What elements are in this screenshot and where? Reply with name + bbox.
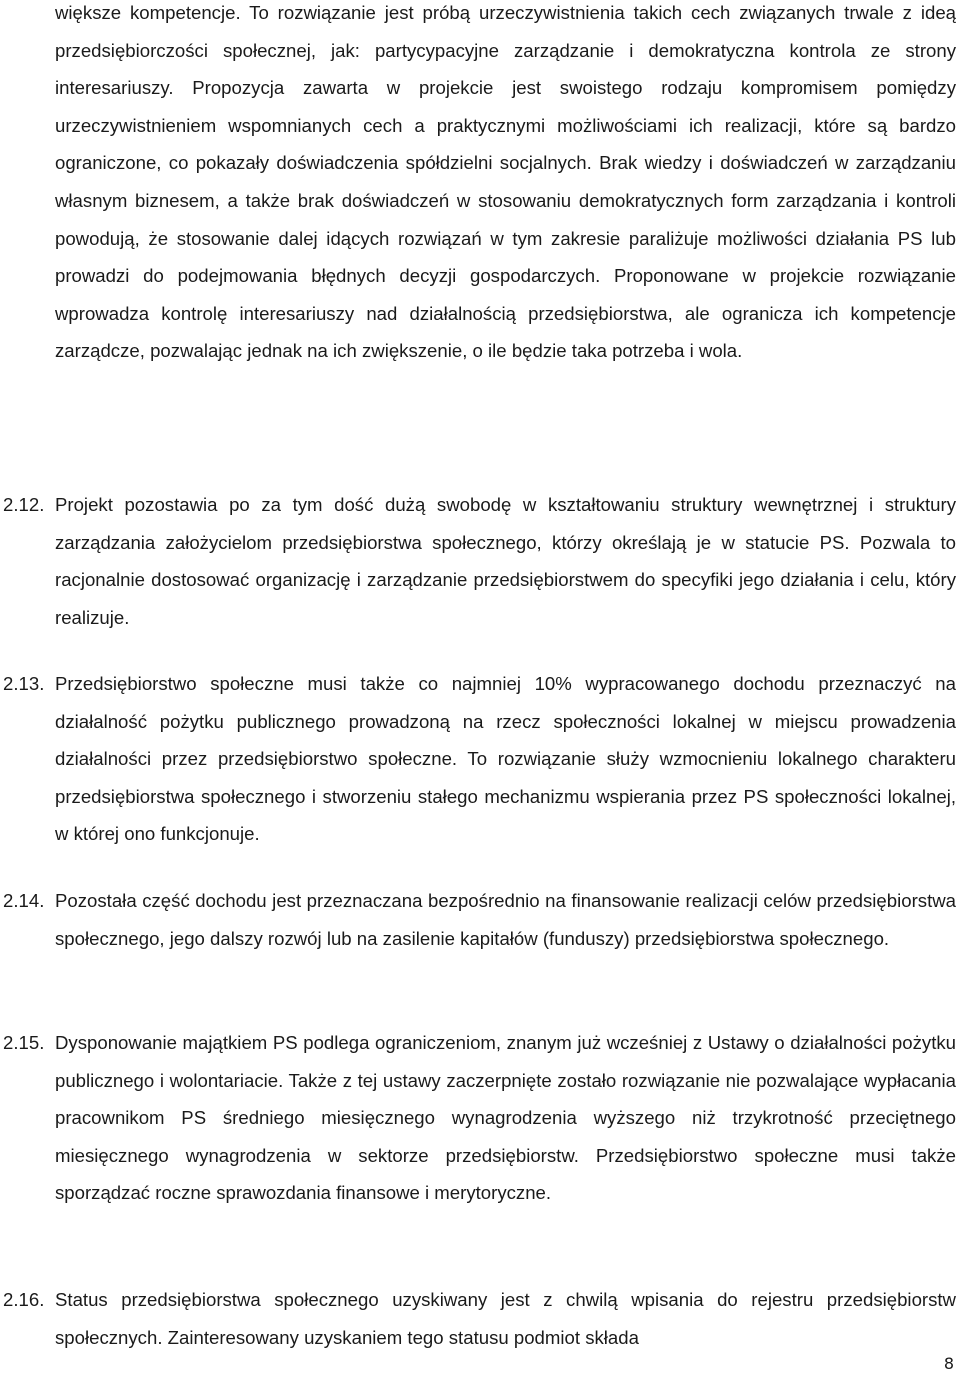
section-text: Dysponowanie majątkiem PS podlega ograniczeniom, znanym już wcześniej z Ustawy o działalności pożytku publicznego i wolontariacie. Także z tej ustawy zaczerpnięte zostało rozwiązanie nie pozwalające wypłacania pracownikom PS średniego miesięcznego wynagrodzenia wyższego niż trzykrotność przeciętnego miesięcznego wynagrodzenia w sektorze przedsiębiorstw. Przedsiębiorstwo społeczne musi także sporządzać roczne sprawozdania finansowe i merytoryczne. <box>55 1032 956 1204</box>
section-text: Przedsiębiorstwo społeczne musi także co najmniej 10% wypracowanego dochodu przeznaczyć na działalność pożytku publicznego prowadzoną na rzecz społeczności lokalnej w miejscu prowadzenia działalności przez przedsiębiorstwo społeczne. To rozwiązanie służy wzmocnieniu lokalnego charakteru przedsiębiorstwa społecznego i stworzeniu stałego mechanizmu wspierania przez PS społeczności lokalnej, w której ono funkcjonuje. <box>55 673 956 845</box>
section-text: Status przedsiębiorstwa społecznego uzyskiwany jest z chwilą wpisania do rejestru przedsiębiorstw społecznych. Zainteresowany uzyskaniem tego statusu podmiot składa <box>55 1289 956 1348</box>
section-2-12 <box>0 486 956 636</box>
section-2-16 <box>0 1281 956 1356</box>
section-number: 2.14. <box>3 890 45 911</box>
page-number: 8 <box>943 1354 954 1373</box>
section-text: Pozostała część dochodu jest przeznaczana bezpośrednio na finansowanie realizacji celów przedsiębiorstwa społecznego, jego dalszy rozwój lub na zasilenie kapitałów (funduszy) przedsiębiorstwa społecznego. <box>55 890 956 949</box>
section-number: 2.12. <box>3 494 45 515</box>
section-number: 2.16. <box>3 1289 45 1310</box>
section-2-13 <box>0 665 956 853</box>
section-text: Projekt pozostawia po za tym dość dużą swobodę w kształtowaniu struktury wewnętrznej i struktury zarządzania założycielom przedsiębiorstwa społecznego, którzy określają je w statucie PS. Pozwala to racjonalnie dostosować organizację i zarządzanie przedsiębiorstwem do specyfiki jego działania i celu, który realizuje. <box>55 494 956 628</box>
intro-paragraph: większe kompetencje. To rozwiązanie jest próbą urzeczywistnienia takich cech związanych trwale z ideą przedsiębiorczości społecznej, jak: partycypacyjne zarządzanie i demokratyczna kontrola ze strony interesariuszy. Propozycja zawarta w projekcie jest swoistego rodzaju kompromisem pomiędzy urzeczywistnieniem wspomnianych cech a praktycznymi możliwościami ich realizacji, które są bardzo ograniczone, co pokazały doświadczenia spółdzielni socjalnych. Brak wiedzy i doświadczeń w zarządzaniu własnym biznesem, a także brak doświadczeń w stosowaniu demokratycznych form zarządzania i kontroli powodują, że stosowanie dalej idących rozwiązań w tym zakresie paraliżuje możliwości działania PS lub prowadzi do podejmowania błędnych decyzji gospodarczych. Proponowane w projekcie rozwiązanie wprowadza kontrolę interesariuszy nad działalnością przedsiębiorstwa, ale ogranicza ich kompetencje zarządcze, pozwalając jednak na ich zwiększenie, o ile będzie taka potrzeba i wola. <box>55 2 956 362</box>
section-2-14 <box>0 882 956 957</box>
section-number: 2.13. <box>3 673 45 694</box>
section-2-15 <box>0 1024 956 1212</box>
section-number: 2.15. <box>3 1032 45 1053</box>
